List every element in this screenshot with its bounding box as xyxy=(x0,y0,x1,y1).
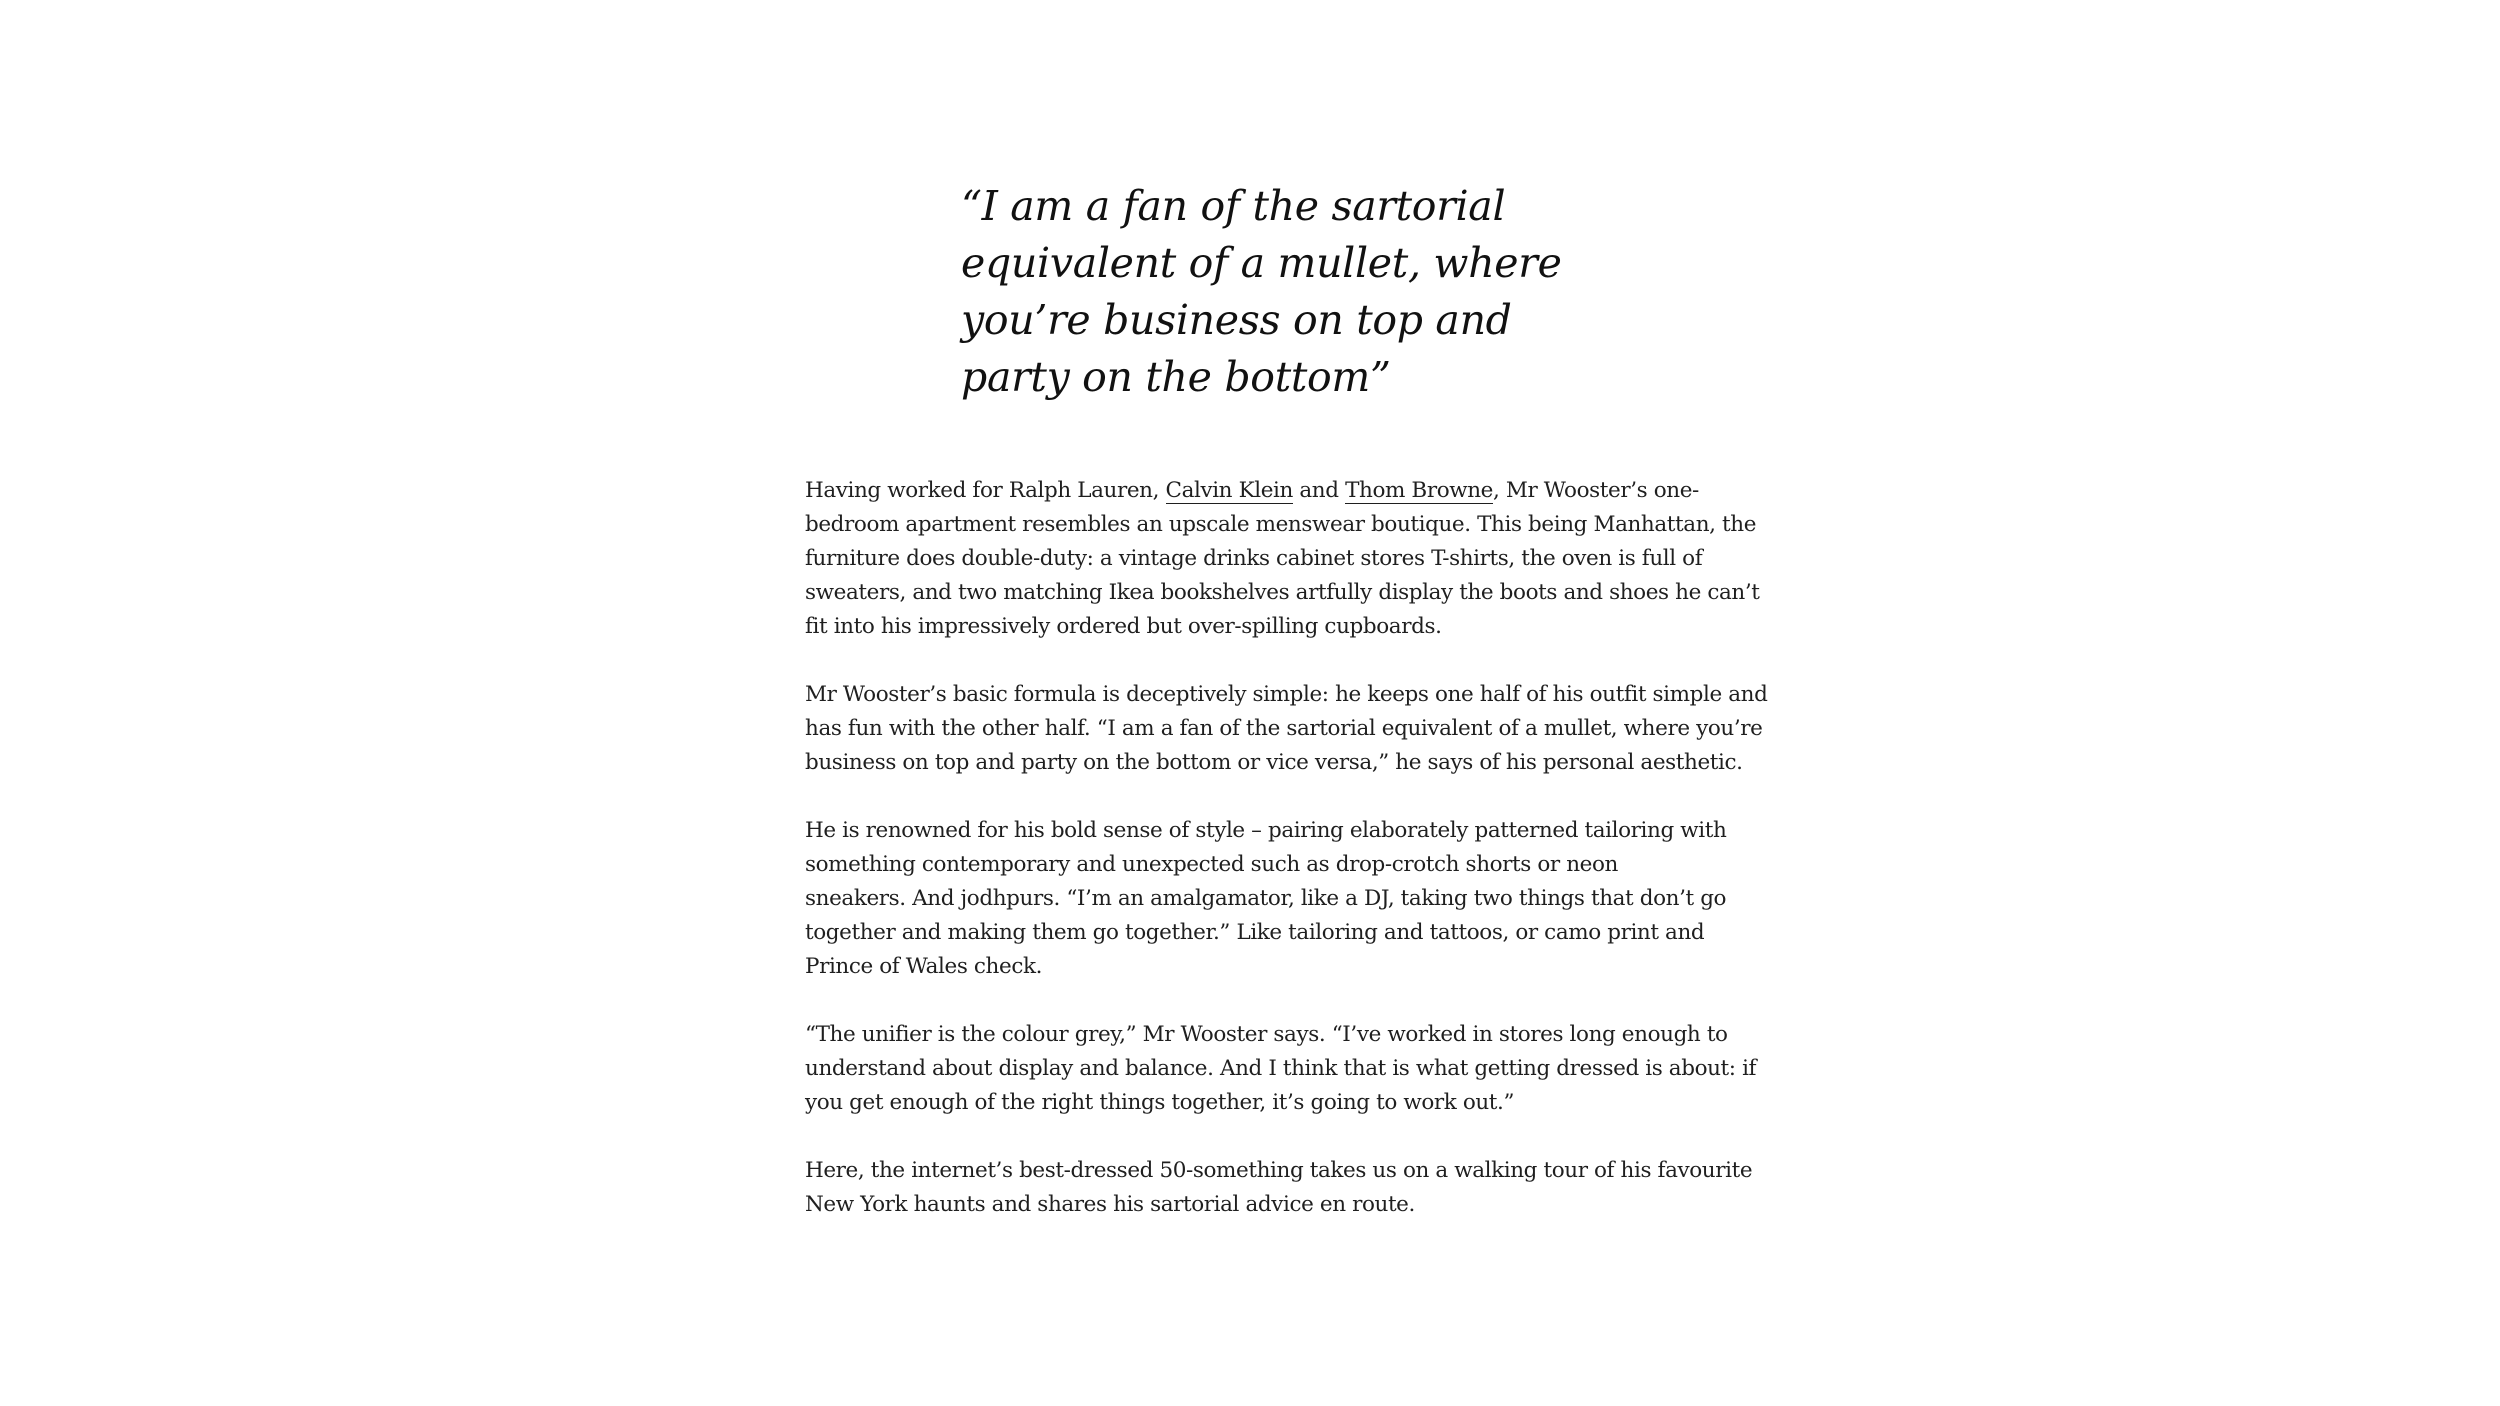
paragraph-line: you get enough of the right things together, it’s going to work out.” xyxy=(805,1090,1515,1115)
pull-quote xyxy=(961,178,1621,406)
paragraph-unifier xyxy=(805,1018,1757,1120)
pull-quote-line: equivalent of a mullet, where xyxy=(961,239,1562,287)
paragraph-line: He is renowned for his bold sense of style – pairing elaborately patterned tailoring with xyxy=(805,818,1727,843)
paragraph-formula xyxy=(805,678,1768,780)
paragraph-tour xyxy=(805,1154,1753,1222)
paragraph-line: “The unifier is the colour grey,” Mr Wooster says. “I’ve worked in stores long enough to xyxy=(805,1022,1728,1047)
thom-browne-link[interactable]: Thom Browne xyxy=(1345,478,1494,503)
paragraph-line: together and making them go together.” Like tailoring and tattoos, or camo print and xyxy=(805,920,1705,945)
paragraph-line: Prince of Wales check. xyxy=(805,954,1043,979)
paragraph-line: sweaters, and two matching Ikea bookshelves artfully display the boots and shoes he can’t xyxy=(805,580,1760,605)
article-body xyxy=(805,474,1768,1256)
paragraph-line: New York haunts and shares his sartorial advice en route. xyxy=(805,1192,1415,1217)
paragraph-line xyxy=(805,474,1735,508)
paragraph-style xyxy=(805,814,1735,984)
paragraph-line: Here, the internet’s best-dressed 50-something takes us on a walking tour of his favourite xyxy=(805,1158,1753,1183)
paragraph-line: Mr Wooster’s basic formula is deceptively simple: he keeps one half of his outfit simple and xyxy=(805,682,1768,707)
text-span: and xyxy=(1292,478,1346,503)
paragraph-line: business on top and party on the bottom or vice versa,” he says of his personal aesthetic. xyxy=(805,750,1743,775)
paragraph-line: sneakers. And jodhpurs. “I’m an amalgamator, like a DJ, taking two things that don’t go xyxy=(805,886,1727,911)
paragraph-line: has fun with the other half. “I am a fan of the sartorial equivalent of a mullet, where you’re xyxy=(805,716,1763,741)
paragraph-line: furniture does double-duty: a vintage drinks cabinet stores T-shirts, the oven is full of xyxy=(805,546,1703,571)
calvin-klein-link[interactable]: Calvin Klein xyxy=(1165,478,1293,503)
pull-quote-line: party on the bottom” xyxy=(961,353,1391,401)
pull-quote-line: “I am a fan of the sartorial xyxy=(961,182,1506,230)
text-span: , Mr Wooster’s one- xyxy=(1493,478,1699,503)
paragraph-apartment xyxy=(805,474,1760,644)
paragraph-line: fit into his impressively ordered but over-spilling cupboards. xyxy=(805,614,1442,639)
pull-quote-line: you’re business on top and xyxy=(961,296,1512,344)
paragraph-line: something contemporary and unexpected such as drop-crotch shorts or neon xyxy=(805,852,1618,877)
paragraph-line: bedroom apartment resembles an upscale menswear boutique. This being Manhattan, the xyxy=(805,512,1757,537)
text-span: Having worked for Ralph Lauren, xyxy=(805,478,1166,503)
paragraph-line: understand about display and balance. And I think that is what getting dressed is about: if xyxy=(805,1056,1757,1081)
